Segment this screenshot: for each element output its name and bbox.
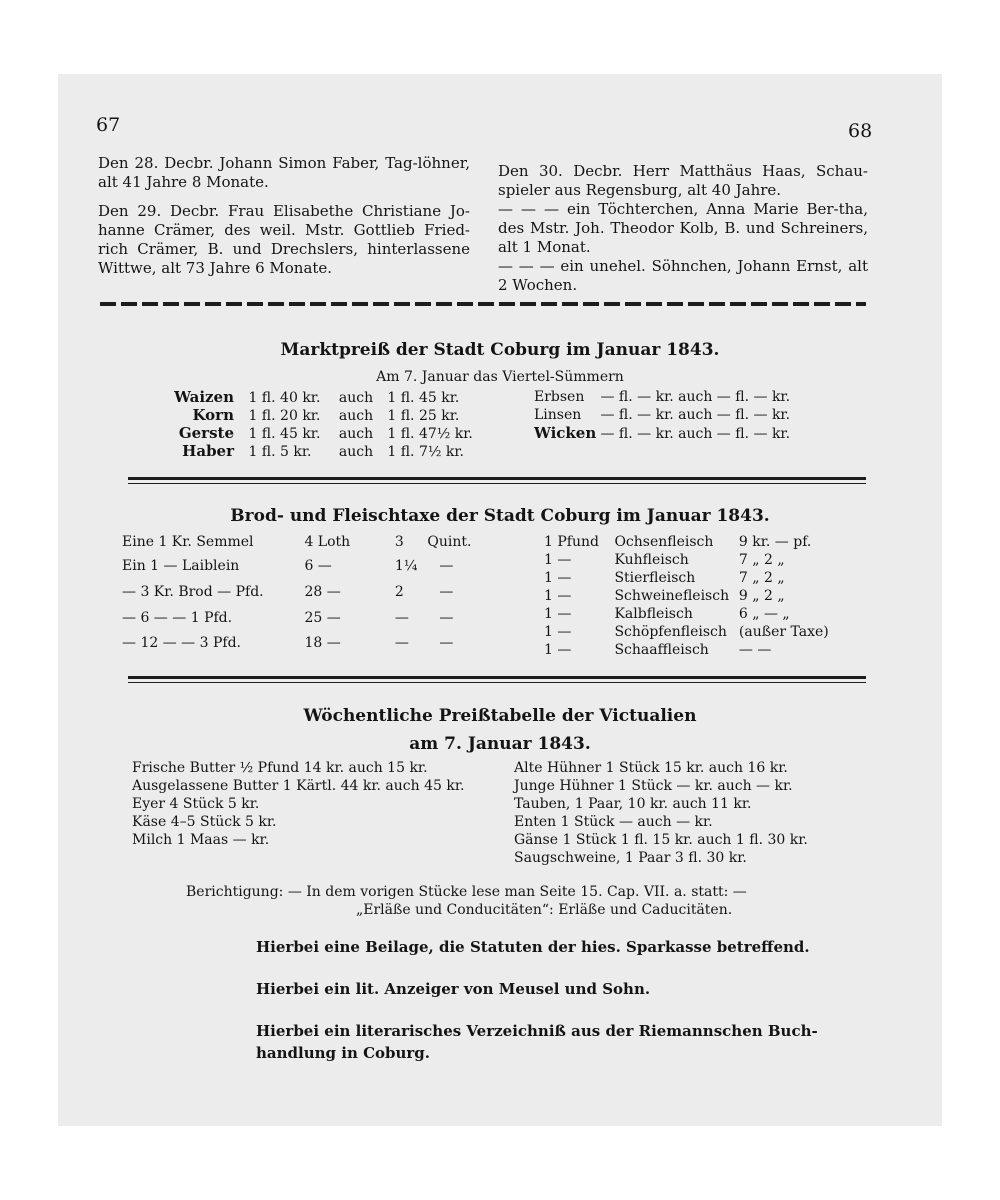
- death-entry: — — — ein unehel. Söhnchen, Johann Ernst, alt 2 Wochen.: [498, 257, 868, 294]
- victual-item: Saugschweine, 1 Paar 3 fl. 30 kr.: [514, 850, 747, 866]
- double-rule-divider: [128, 477, 866, 484]
- bread-quint: —: [394, 610, 409, 626]
- grain-row: [534, 407, 790, 423]
- grain-high: 1 fl. 45 kr.: [387, 390, 460, 406]
- meat-name: Schöpfenfleisch: [614, 624, 727, 640]
- correction-line: Berichtigung: — In dem vorigen Stücke lese man Seite 15. Cap. VII. a. statt: —: [186, 884, 747, 900]
- meat-qty: 1 —: [544, 624, 572, 640]
- grain-row: [534, 389, 790, 405]
- grain-mid: auch: [338, 426, 374, 442]
- meat-price: (außer Taxe): [738, 624, 829, 640]
- death-entry: — — — ein Töchterchen, Anna Marie Ber-tha, des Mstr. Joh. Theodor Kolb, B. und Schreiners, alt 1 Monat.: [498, 200, 868, 256]
- victual-item: Gänse 1 Stück 1 fl. 15 kr. auch 1 fl. 30 kr.: [514, 832, 808, 848]
- meat-price: — —: [738, 642, 772, 658]
- victual-item: Ausgelassene Butter 1 Kärtl. 44 kr. auch 45 kr.: [132, 778, 465, 794]
- victual-item: Alte Hühner 1 Stück 15 kr. auch 16 kr.: [514, 760, 788, 776]
- grain-name: Wicken: [534, 424, 597, 442]
- meat-qty: 1 —: [544, 642, 572, 658]
- death-entry: Den 28. Decbr. Johann Simon Faber, Tag-löhner, alt 41 Jahre 8 Monate.: [98, 154, 470, 191]
- page-number-right: 68: [848, 120, 873, 142]
- scanned-page: [58, 74, 942, 1126]
- bread-item: Eine 1 Kr. Semmel: [122, 534, 254, 550]
- grain-high: 1 fl. 47½ kr.: [387, 426, 473, 442]
- bread-unit: —: [439, 584, 454, 600]
- bread-unit: —: [439, 635, 454, 651]
- grain-row: [534, 425, 790, 442]
- market-subtitle: Am 7. Januar das Viertel-Sümmern: [376, 369, 624, 385]
- victual-item: Eyer 4 Stück 5 kr.: [132, 796, 260, 812]
- grain-name: Erbsen: [534, 389, 585, 405]
- grain-mid: auch: [338, 444, 374, 460]
- deaths-left-column: [98, 154, 470, 278]
- meat-qty: 1 —: [544, 588, 572, 604]
- bread-quint: 1¼: [394, 558, 418, 574]
- meat-name: Kuhfleisch: [614, 552, 689, 568]
- grain-low: 1 fl. 5 kr.: [248, 444, 312, 460]
- meat-name: Ochsenfleisch: [614, 534, 714, 550]
- meat-name: Schweinefleisch: [614, 588, 730, 604]
- bread-item: — 12 — — 3 Pfd.: [122, 635, 241, 651]
- meat-row: [544, 534, 811, 550]
- meat-row: [544, 570, 785, 586]
- bread-weight: 28 —: [304, 584, 341, 600]
- victual-item: Junge Hühner 1 Stück — kr. auch — kr.: [514, 778, 793, 794]
- bread-row: [122, 534, 471, 550]
- taxe-title: Brod- und Fleischtaxe der Stadt Coburg im Januar 1843.: [230, 506, 770, 526]
- grain-low: 1 fl. 40 kr.: [248, 390, 321, 406]
- meat-row: [544, 588, 785, 604]
- bread-quint: 2: [394, 584, 404, 600]
- notice-verzeichnis: Hierbei ein literarisches Verzeichniß aus der Riemannschen Buch-: [256, 1022, 818, 1040]
- victuals-date: am 7. Januar 1843.: [409, 734, 591, 754]
- bread-weight: 18 —: [304, 635, 341, 651]
- notice-anzeiger: Hierbei ein lit. Anzeiger von Meusel und Sohn.: [256, 980, 651, 998]
- bread-quint: —: [394, 635, 409, 651]
- victuals-title: Wöchentliche Preißtabelle der Victualien: [303, 706, 697, 726]
- grain-row: [148, 407, 459, 424]
- grain-row: [148, 425, 473, 442]
- grain-high: 1 fl. 7½ kr.: [387, 444, 464, 460]
- victual-item: Käse 4–5 Stück 5 kr.: [132, 814, 277, 830]
- grain-high: 1 fl. 25 kr.: [387, 408, 460, 424]
- grain-mid: auch: [338, 408, 374, 424]
- page-number-left: 67: [96, 114, 121, 136]
- meat-price: 6 „ — „: [738, 606, 790, 622]
- meat-price: 9 kr. — pf.: [738, 534, 812, 550]
- bread-item: Ein 1 — Laiblein: [122, 558, 240, 574]
- bread-item: — 6 — — 1 Pfd.: [122, 610, 233, 626]
- notice-verzeichnis-cont: handlung in Coburg.: [256, 1044, 431, 1062]
- correction-line: „Erläße und Conducitäten“: Erläße und Caducitäten.: [356, 902, 733, 918]
- notice-beilage: Hierbei eine Beilage, die Statuten der hies. Sparkasse betreffend.: [256, 938, 810, 956]
- bread-quint: 3: [394, 534, 404, 550]
- grain-mid: auch: [338, 390, 374, 406]
- bread-item: — 3 Kr. Brod — Pfd.: [122, 584, 264, 600]
- grain-name: Linsen: [534, 407, 582, 423]
- meat-row: [544, 624, 829, 640]
- meat-row: [544, 552, 785, 568]
- grain-name: Gerste: [178, 424, 234, 442]
- bread-row: [122, 558, 453, 574]
- meat-row: [544, 606, 790, 622]
- bread-unit: —: [439, 558, 454, 574]
- meat-qty: 1 —: [544, 552, 572, 568]
- bread-unit: —: [439, 610, 454, 626]
- meat-name: Stierfleisch: [614, 570, 696, 586]
- grain-price: — fl. — kr. auch — fl. — kr.: [600, 407, 791, 423]
- victual-item: Milch 1 Maas — kr.: [132, 832, 270, 848]
- bread-row: [122, 584, 453, 600]
- death-entry: Den 30. Decbr. Herr Matthäus Haas, Schau-spieler aus Regensburg, alt 40 Jahre.: [498, 162, 868, 199]
- meat-qty: 1 —: [544, 606, 572, 622]
- grain-price: — fl. — kr. auch — fl. — kr.: [600, 389, 791, 405]
- death-entry: Den 29. Decbr. Frau Elisabethe Christiane Jo-hanne Crämer, des weil. Mstr. Gottlieb Fried-rich Crämer, B. und Drechslers, hinterlassene Wittwe, alt 73 Jahre 6 Monate.: [98, 202, 470, 277]
- market-title: Marktpreiß der Stadt Coburg im Januar 1843.: [280, 340, 720, 360]
- victual-item: Tauben, 1 Paar, 10 kr. auch 11 kr.: [514, 796, 752, 812]
- grain-row: [148, 443, 464, 460]
- meat-qty: 1 Pfund: [544, 534, 599, 550]
- meat-price: 7 „ 2 „: [738, 570, 785, 586]
- meat-name: Kalbfleisch: [614, 606, 693, 622]
- bread-weight: 25 —: [304, 610, 341, 626]
- grain-price: — fl. — kr. auch — fl. — kr.: [600, 426, 791, 442]
- bread-weight: 4 Loth: [304, 534, 351, 550]
- grain-low: 1 fl. 45 kr.: [248, 426, 321, 442]
- grain-low: 1 fl. 20 kr.: [248, 408, 321, 424]
- bread-weight: 6 —: [304, 558, 332, 574]
- grain-row: [148, 389, 459, 406]
- meat-price: 7 „ 2 „: [738, 552, 785, 568]
- double-rule-divider: [128, 676, 866, 683]
- bread-unit: Quint.: [427, 534, 472, 550]
- meat-price: 9 „ 2 „: [738, 588, 785, 604]
- grain-name: Haber: [182, 442, 234, 460]
- deaths-right-column: [498, 162, 868, 295]
- grain-name: Korn: [192, 406, 234, 424]
- meat-name: Schaaffleisch: [614, 642, 709, 658]
- bread-row: [122, 610, 453, 626]
- victual-item: Frische Butter ½ Pfund 14 kr. auch 15 kr.: [132, 760, 428, 776]
- grain-name: Waizen: [174, 388, 234, 406]
- meat-qty: 1 —: [544, 570, 572, 586]
- wavy-divider: [100, 302, 866, 306]
- meat-row: [544, 642, 771, 658]
- bread-row: [122, 635, 453, 651]
- victual-item: Enten 1 Stück — auch — kr.: [514, 814, 713, 830]
